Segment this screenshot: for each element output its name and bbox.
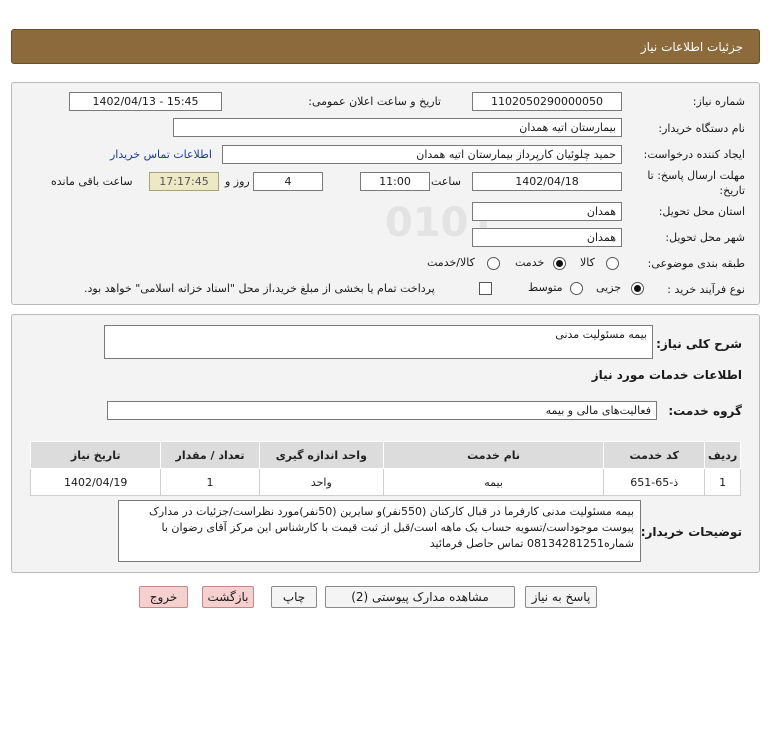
category-option-goods: کالا xyxy=(580,256,595,269)
buyer-org-label: نام دستگاه خریدار: xyxy=(658,122,745,135)
page-header xyxy=(11,29,760,64)
province-field: همدان xyxy=(472,202,622,221)
service-group-field: فعالیت‌های مالی و بیمه xyxy=(107,401,657,420)
process-option-medium: متوسط xyxy=(528,281,563,294)
remaining-time-field: 17:17:45 xyxy=(149,172,219,191)
buyer-contact-link[interactable]: اطلاعات تماس خریدار xyxy=(110,148,212,161)
province-label: استان محل تحویل: xyxy=(658,205,745,218)
exit-button[interactable]: خروج xyxy=(139,586,188,608)
category-option-goods-service: کالا/خدمت xyxy=(427,256,475,269)
cell-need-date: 1402/04/19 xyxy=(31,469,161,496)
cell-row-number: 1 xyxy=(705,469,741,496)
col-header-service-code: کد خدمت xyxy=(604,442,705,469)
treasury-payment-checkbox[interactable] xyxy=(479,282,492,295)
services-table xyxy=(30,441,741,496)
days-remaining-field: 4 xyxy=(253,172,323,191)
cell-service-name: بیمه xyxy=(383,469,603,496)
col-header-unit: واحد اندازه گیری xyxy=(259,442,383,469)
table-row xyxy=(31,469,741,496)
category-label: طبقه بندی موضوعی: xyxy=(647,257,745,270)
need-number-field: 1102050290000050 xyxy=(472,92,622,111)
need-number-label: شماره نیاز: xyxy=(692,95,745,108)
table-header-row xyxy=(31,442,741,469)
deadline-label: مهلت ارسال پاسخ: تا تاریخ: xyxy=(647,169,745,197)
announce-label: تاریخ و ساعت اعلان عمومی: xyxy=(308,95,441,108)
city-label: شهر محل تحویل: xyxy=(665,231,745,244)
process-radio-medium[interactable] xyxy=(570,282,583,295)
col-header-quantity: تعداد / مقدار xyxy=(161,442,259,469)
summary-field: بیمه مسئولیت مدنی xyxy=(104,325,653,359)
deadline-date-field: 1402/04/18 xyxy=(472,172,622,191)
cell-service-code: ذ-65-651 xyxy=(604,469,705,496)
deadline-time-field: 11:00 xyxy=(360,172,430,191)
back-button[interactable]: بازگشت xyxy=(202,586,254,608)
category-radio-goods[interactable] xyxy=(606,257,619,270)
category-radio-service[interactable] xyxy=(553,257,566,270)
category-option-service: خدمت xyxy=(515,256,545,269)
col-header-need-date: تاریخ نیاز xyxy=(31,442,161,469)
remaining-time-label: ساعت باقی مانده xyxy=(51,175,133,188)
buyer-org-field: بیمارستان اتیه همدان xyxy=(173,118,622,137)
cell-unit: واحد xyxy=(259,469,383,496)
cell-quantity: 1 xyxy=(161,469,259,496)
city-field: همدان xyxy=(472,228,622,247)
view-attachments-button[interactable]: مشاهده مدارک پیوستی (2) xyxy=(325,586,515,608)
print-button[interactable]: چاپ xyxy=(271,586,317,608)
page-title: جزئیات اطلاعات نیاز xyxy=(640,40,743,54)
creator-label: ایجاد کننده درخواست: xyxy=(643,148,745,161)
days-label: روز و xyxy=(225,175,250,188)
category-radio-goods-service[interactable] xyxy=(487,257,500,270)
process-type-label: نوع فرآیند خرید : xyxy=(667,283,745,296)
announce-datetime-field: 1402/04/13 - 15:45 xyxy=(69,92,222,111)
deadline-time-label: ساعت xyxy=(431,175,461,188)
reply-button[interactable]: پاسخ به نیاز xyxy=(525,586,597,608)
service-group-label: گروه خدمت: xyxy=(668,404,742,418)
buyer-notes-label: توضیحات خریدار: xyxy=(640,525,742,539)
process-option-minor: جزیی xyxy=(596,281,622,294)
creator-field: حمید چلوئیان کارپرداز بیمارستان اتیه همدان xyxy=(222,145,622,164)
services-section-title: اطلاعات خدمات مورد نیاز xyxy=(591,368,742,382)
buyer-notes-field: بیمه مسئولیت مدنی کارفرما در قبال کارکنان (550نفر)و سایرین (50نفر)مورد نظراست/جزئیات در مدارک پیوست موجوداست/تسویه حساب یک ماهه است/قبل از ثبت قیمت با کارشناس این مرکز آقای رضوان با شماره08134281251 تماس حاصل فرمائید xyxy=(118,500,641,562)
summary-label: شرح کلی نیاز: xyxy=(656,337,742,351)
col-header-row-number: ردیف xyxy=(705,442,741,469)
treasury-payment-note: پرداخت تمام یا بخشی از مبلغ خرید،از محل "اسناد خزانه اسلامی" خواهد بود. xyxy=(84,282,435,295)
process-radio-minor[interactable] xyxy=(631,282,644,295)
col-header-service-name: نام خدمت xyxy=(383,442,603,469)
